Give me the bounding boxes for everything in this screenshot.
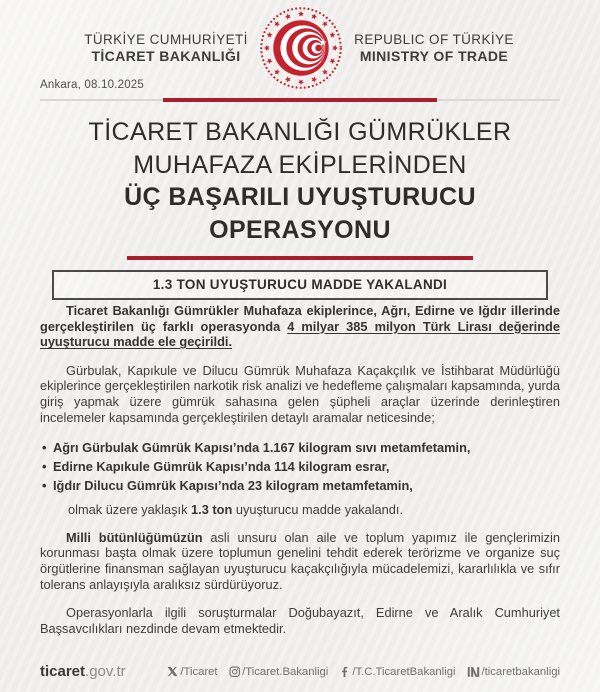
headline-text: 1.3 TON UYUŞTURUCU MADDE YAKALANDI xyxy=(152,277,448,292)
social-x: /Ticaret xyxy=(167,666,217,678)
website-url: ticaret.gov.tr xyxy=(40,663,126,680)
ministry-name-turkish xyxy=(82,31,250,65)
x-icon xyxy=(167,666,178,677)
list-item-edirne: • Edirne Kapıkule Gümrük Kapısı’nda 114 kilogram esrar, xyxy=(42,457,560,476)
lead-text: Ticaret Bakanlığı Gümrükler Muhafaza ekiplerince, Ağrı, Edirne ve Iğdır illerinde gerçekleştirilen üç farklı operasyonda xyxy=(40,303,560,334)
paragraph-statement: Milli bütünlüğümüzün asli unsuru olan aile ve toplum yapımız ile gençlerimizin korunması başta olmak üzere toplumun genelini tehdit ederek terörizme ve organize suç örgütlerine finansman sağlayan uyuşturucu kaçakçılığıyla mücadelemizi, kararlılıkla ve sıfır tolerans anlayışıyla aralıksız sürdürüyoruz. xyxy=(40,529,560,592)
ministry-of-trade-emblem-logo xyxy=(259,6,343,90)
header-divider-accent xyxy=(163,98,437,102)
headline-box xyxy=(52,270,548,300)
total-amount: 1.3 ton xyxy=(191,502,233,518)
page-title xyxy=(0,116,600,246)
paragraph-prosecution: Operasyonlarla ilgili soruşturmalar Doğubayazıt, Edirne ve Aralık Cumhuriyet Başsavcılıkları nezdinde devam etmektedir. xyxy=(40,605,560,636)
social-instagram: /Ticaret.Bakanligi xyxy=(229,666,329,678)
dateline: Ankara, 08.10.2025 xyxy=(40,79,144,91)
title-line-1: TİCARET BAKANLIĞI GÜMRÜKLER xyxy=(88,118,512,146)
paragraph-operations: Gürbulak, Kapıkule ve Dilucu Gümrük Muhafaza Kaçakçılık ve İstihbarat Müdürlüğü ekiplerince gerçekleştirilen narkotik risk analizi ve hedefleme çalışmaları kapsamında, yurda giriş yapmak üzere gümrük sahasına gelen şüpheli araçlar üzerinde derinleştiren incelemeler kapsamında gerçekleştirilen detaylı aramalar neticesinde; xyxy=(40,362,560,425)
country-name-tr: TÜRKİYE CUMHURİYETİ xyxy=(84,32,248,47)
social-handles xyxy=(167,666,560,678)
nsosyal-icon xyxy=(467,666,480,678)
social-nsosyal: /ticaretbakanligi xyxy=(467,666,561,678)
list-item-igdir: • Iğdır Dilucu Gümrük Kapısı’nda 23 kilogram metamfetamin, xyxy=(42,476,560,495)
lead-underlined-amount: 4 milyar 385 milyon Türk Lirası değerinde uyuşturucu madde ele geçirildi. xyxy=(40,318,560,350)
title-line-2: MUHAFAZA EKİPLERİNDEN xyxy=(133,150,467,179)
country-name-en: REPUBLIC OF TÜRKİYE xyxy=(354,32,514,47)
header-divider xyxy=(40,99,560,101)
list-item-agri: • Ağrı Gürbulak Gümrük Kapısı’nda 1.167 kilogram sıvı metamfetamin, xyxy=(42,438,560,457)
statement-lead: Milli bütünlüğümüzün xyxy=(66,529,203,545)
paragraph-lead xyxy=(40,303,560,350)
instagram-icon xyxy=(229,666,241,678)
title-line-4: OPERASYONU xyxy=(209,215,391,244)
title-line-3: ÜÇ BAŞARILI UYUŞTURUCU xyxy=(124,183,476,211)
facebook-icon xyxy=(339,666,350,678)
seizure-list xyxy=(42,438,560,495)
title-underline-rule xyxy=(127,256,473,260)
body-text xyxy=(40,303,560,649)
social-facebook: /T.C.TicaretBakanligi xyxy=(339,666,455,678)
paragraph-summary: olmak üzere yaklaşık 1.3 ton uyuşturucu madde yakalandı. xyxy=(68,502,404,518)
ministry-name-en: MINISTRY OF TRADE xyxy=(359,48,509,64)
footer xyxy=(40,663,560,680)
ministry-name-english xyxy=(350,31,518,65)
ministry-name-tr: TİCARET BAKANLIĞI xyxy=(91,48,241,64)
